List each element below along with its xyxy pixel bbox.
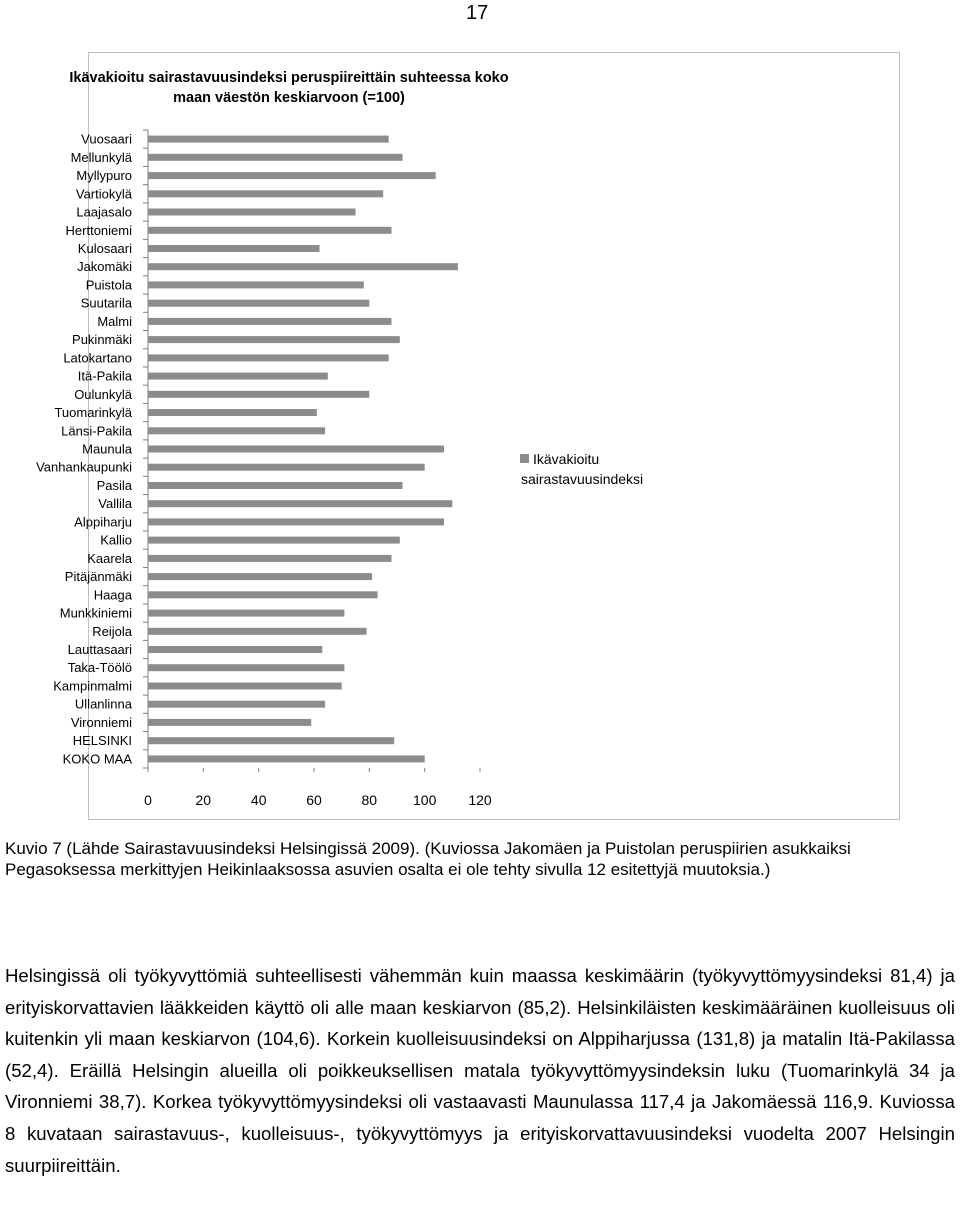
chart-frame xyxy=(36,52,900,820)
category-label: Vironniemi xyxy=(70,714,132,730)
x-tick-label: 20 xyxy=(195,792,212,808)
bar-lauttasaari xyxy=(148,646,322,653)
category-label: Puistola xyxy=(85,277,132,293)
legend-label: Ikävakioitu sairastavuusindeksi xyxy=(521,451,644,487)
bar-kampinmalmi xyxy=(148,683,342,690)
bar-latokartano xyxy=(148,354,389,361)
x-tick-label: 80 xyxy=(361,792,378,808)
category-label: Laajasalo xyxy=(76,204,132,220)
category-label: Ullanlinna xyxy=(74,696,132,712)
category-label: Alppiharju xyxy=(74,514,132,530)
bar-reijola xyxy=(148,628,367,635)
category-label: Munkkiniemi xyxy=(59,605,132,621)
bar-suutarila xyxy=(148,300,369,307)
bar-ullanlinna xyxy=(148,701,325,708)
category-label: Kampinmalmi xyxy=(53,678,132,694)
bar-mellunkylä xyxy=(148,154,403,161)
category-label: Kallio xyxy=(100,532,132,548)
bar-vallila xyxy=(148,500,452,507)
bar-itä-pakila xyxy=(148,373,328,380)
figure-caption: Kuvio 7 (Lähde Sairastavuusindeksi Helsingissä 2009). (Kuviossa Jakomäen ja Puistolan peruspiirien asukkaiksi Pegasoksessa merkittyjen Heikinlaaksossa asuvien osalta ei ole tehty sivulla 12 esitettyjä muutoksia.) xyxy=(5,839,851,879)
category-label: Herttoniemi xyxy=(65,222,132,238)
bar-vuosaari xyxy=(148,136,389,143)
bar-oulunkylä xyxy=(148,391,369,398)
category-labels xyxy=(36,132,133,767)
category-label: Tuomarinkylä xyxy=(54,405,132,420)
bar-vartiokylä xyxy=(148,190,383,197)
category-label: Maunula xyxy=(82,441,132,457)
bar-chart xyxy=(36,52,900,820)
x-tick-label: 0 xyxy=(144,792,152,808)
legend-swatch xyxy=(520,454,529,463)
bar-koko-maa xyxy=(148,755,425,762)
bar-kaarela xyxy=(148,555,392,562)
x-tick-label: 120 xyxy=(468,792,492,808)
category-label: Kaarela xyxy=(87,550,132,566)
category-label: Pukinmäki xyxy=(72,332,132,348)
bar-laajasalo xyxy=(148,209,356,216)
bar-kulosaari xyxy=(148,245,320,252)
bar-vironniemi xyxy=(148,719,311,726)
bar-pitäjänmäki xyxy=(148,573,372,580)
category-label: Lauttasaari xyxy=(67,642,132,657)
bar-tuomarinkylä xyxy=(148,409,317,416)
category-label: Kulosaari xyxy=(77,241,132,256)
category-label: Myllypuro xyxy=(76,168,132,184)
bar-helsinki xyxy=(148,737,394,744)
category-label: Haaga xyxy=(93,587,132,603)
x-tick-label: 60 xyxy=(306,792,322,808)
category-label: Pasila xyxy=(96,478,132,493)
bar-malmi xyxy=(148,318,392,325)
body-paragraph xyxy=(5,960,955,1181)
bar-taka-töölö xyxy=(148,664,344,671)
category-label: Reijola xyxy=(92,623,132,639)
x-tick-label: 40 xyxy=(250,792,267,808)
body-text: Helsingissä oli työkyvyttömiä suhteellisesti vähemmän kuin maassa keskimäärin (työkyvyttömyysindeksi 81,4) ja erityiskorvattavien lääkkeiden käyttö oli alle maan keskiarvon (85,2). Helsinkiläisten keskimääräinen kuolleisuus oli kuitenkin yli maan keskiarvon (104,6). Korkein kuolleisuusindeksi on Alppiharjussa (131,8) ja matalin Itä-Pakilassa (52,4). Eräillä Helsingin alueilla oli poikkeuksellisen matala työkyvyttömyysindeksin luku (Tuomarinkylä 34 ja Vironniemi 38,7). Korkea työkyvyttömyysindeksi oli vastaavasti Maunulassa 117,4 ja Jakomäessä 116,9. Kuviossa 8 kuvataan sairastavuus-, kuolleisuus-, työkyvyttömyys ja erityiskorvattavuusindeksi vuodelta 2007 Helsingin suurpiireittäin. xyxy=(5,965,955,1176)
bar-puistola xyxy=(148,281,364,288)
bar-haaga xyxy=(148,591,378,598)
category-label: Vartiokylä xyxy=(75,186,132,202)
category-label: Länsi-Pakila xyxy=(61,423,132,439)
bar-länsi-pakila xyxy=(148,427,325,434)
chart-title: Ikävakioitu sairastavuusindeksi peruspiireittäin suhteessa koko maan väestön keskiarvoon (=100) xyxy=(69,70,509,106)
category-label: KOKO MAA xyxy=(62,751,132,767)
category-label: Taka-Töölö xyxy=(67,660,132,676)
bar-pasila xyxy=(148,482,403,489)
category-label: Oulunkylä xyxy=(74,386,132,402)
bar-vanhankaupunki xyxy=(148,464,425,471)
bar-jakomäki xyxy=(148,263,458,270)
bar-pukinmäki xyxy=(148,336,400,343)
category-label: Vuosaari xyxy=(81,131,132,147)
bar-munkkiniemi xyxy=(148,610,344,617)
category-label: Pitäjänmäki xyxy=(64,569,132,585)
page-number: 17 xyxy=(466,2,489,24)
category-label: Jakomäki xyxy=(77,259,132,275)
bar-kallio xyxy=(148,537,400,544)
x-tick-label: 100 xyxy=(413,792,437,808)
bar-alppiharju xyxy=(148,518,444,525)
category-label: Itä-Pakila xyxy=(77,368,132,384)
category-label: Suutarila xyxy=(80,295,132,311)
bar-maunula xyxy=(148,446,444,453)
category-label: Latokartano xyxy=(63,350,132,366)
bar-myllypuro xyxy=(148,172,436,179)
category-label: Vallila xyxy=(98,496,132,512)
category-label: Mellunkylä xyxy=(70,149,132,165)
category-label: Malmi xyxy=(97,313,132,329)
category-label: Vanhankaupunki xyxy=(36,459,132,475)
category-label: HELSINKI xyxy=(72,733,132,749)
bar-herttoniemi xyxy=(148,227,392,234)
